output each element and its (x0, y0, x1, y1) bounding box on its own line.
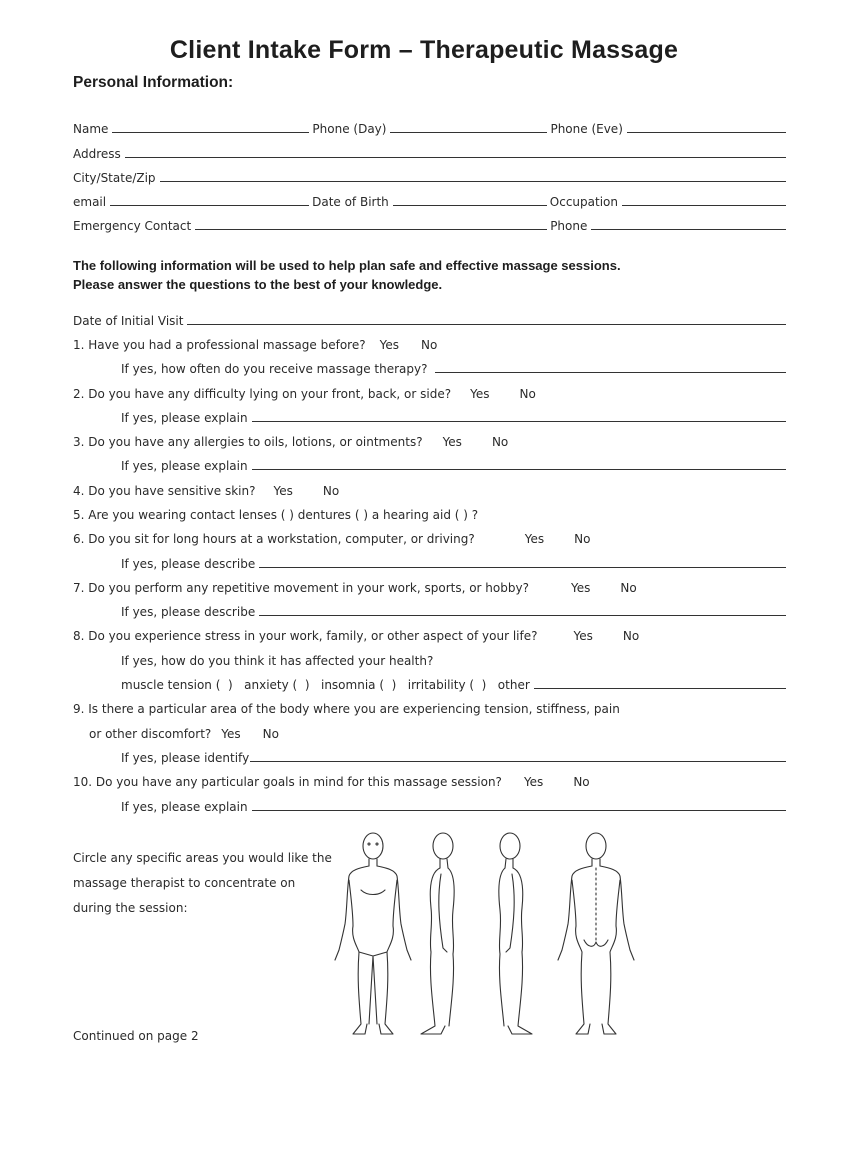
name-row (73, 118, 786, 136)
q3-row (73, 431, 786, 449)
emergency-phone-label: Phone (550, 219, 588, 233)
q8-follow-text: If yes, how do you think it has affected your health? (121, 654, 434, 668)
side-figure-left-icon (421, 833, 454, 1034)
q9-follow-field[interactable] (250, 761, 786, 762)
q2-text: 2. Do you have any difficulty lying on your front, back, or side? (73, 387, 452, 401)
q7-follow-row (121, 601, 786, 619)
address-row (73, 143, 786, 161)
q10-text: 10. Do you have any particular goals in mind for this massage session? (73, 775, 502, 789)
initial-visit-row (73, 310, 786, 328)
city-label: City/State/Zip (73, 171, 156, 185)
q1-row (73, 334, 786, 352)
form-title: Client Intake Form – Therapeutic Massage (169, 36, 679, 64)
address-field[interactable] (125, 157, 786, 158)
q1-follow-row (121, 358, 786, 376)
q1-text: 1. Have you had a professional massage before? (73, 338, 366, 352)
q7-row (73, 577, 786, 595)
q7-text: 7. Do you perform any repetitive movement in your work, sports, or hobby? (73, 581, 529, 595)
city-row (73, 167, 786, 185)
q7-follow-text: If yes, please describe (121, 605, 256, 619)
occupation-label: Occupation (549, 195, 618, 209)
phone-day-field[interactable] (390, 132, 547, 133)
q1-follow-text: If yes, how often do you receive massage therapy? (121, 362, 428, 376)
emergency-field[interactable] (195, 229, 547, 230)
circle-line-1: Circle any specific areas you would like the (73, 851, 332, 865)
q8-follow-row (121, 650, 786, 668)
q6-follow-row (121, 553, 786, 571)
continued-note: Continued on page 2 (73, 1029, 199, 1043)
q8-options-row (121, 674, 786, 692)
intro-line-1: The following information will be used to help plan safe and effective massage sessions. (73, 258, 621, 273)
q2-yes[interactable]: Yes (470, 387, 490, 401)
q3-no[interactable]: No (491, 435, 509, 449)
body-diagram-icon[interactable] (318, 828, 648, 1048)
q7-yes[interactable]: Yes (570, 581, 591, 595)
q2-follow-row (121, 407, 786, 425)
q3-follow-text: If yes, please explain (121, 459, 248, 473)
emergency-row (73, 215, 786, 233)
q3-yes[interactable]: Yes (442, 435, 462, 449)
q6-yes[interactable]: Yes (524, 532, 545, 546)
q10-follow-field[interactable] (252, 810, 786, 811)
name-field[interactable] (112, 132, 309, 133)
q4-row (73, 480, 786, 498)
q6-row (73, 528, 786, 546)
q6-follow-text: If yes, please describe (121, 557, 256, 571)
city-field[interactable] (160, 181, 786, 182)
circle-line-3: during the session: (73, 901, 188, 915)
q5-row (73, 504, 786, 522)
dob-field[interactable] (393, 205, 547, 206)
circle-line-2: massage therapist to concentrate on (73, 876, 296, 890)
back-figure-icon (558, 833, 634, 1034)
intro-text (73, 256, 793, 294)
q6-follow-field[interactable] (259, 567, 786, 568)
q5-text: 5. Are you wearing contact lenses ( ) dentures ( ) a hearing aid ( ) ? (73, 508, 479, 522)
q4-no[interactable]: No (322, 484, 340, 498)
q1-yes[interactable]: Yes (379, 338, 399, 352)
q3-follow-row (121, 455, 786, 473)
q10-yes[interactable]: Yes (523, 775, 544, 789)
q1-no[interactable]: No (420, 338, 438, 352)
address-label: Address (73, 147, 121, 161)
q3-follow-field[interactable] (252, 469, 786, 470)
email-label: email (73, 195, 107, 209)
q9-no[interactable]: No (262, 727, 279, 741)
q9-row-2 (89, 723, 786, 741)
q1-follow-field[interactable] (435, 372, 786, 373)
q8-yes[interactable]: Yes (573, 629, 593, 643)
email-field[interactable] (110, 205, 309, 206)
q8-other-field[interactable] (534, 688, 786, 689)
q8-row (73, 625, 786, 643)
q6-text: 6. Do you sit for long hours at a workstation, computer, or driving? (73, 532, 475, 546)
q3-text: 3. Do you have any allergies to oils, lotions, or ointments? (73, 435, 423, 449)
circle-instructions (73, 846, 343, 921)
q9-row (73, 698, 786, 716)
occupation-field[interactable] (622, 205, 786, 206)
initial-visit-field[interactable] (187, 324, 786, 325)
emergency-phone-field[interactable] (591, 229, 786, 230)
initial-visit-label: Date of Initial Visit (73, 314, 184, 328)
q10-row (73, 771, 786, 789)
intro-line-2: Please answer the questions to the best of your knowledge. (73, 277, 443, 292)
emergency-label: Emergency Contact (73, 219, 192, 233)
q9-yes[interactable]: Yes (221, 727, 241, 741)
q9-text-line-2: or other discomfort? (89, 727, 212, 741)
q2-follow-field[interactable] (252, 421, 786, 422)
q10-follow-text: If yes, please explain (121, 800, 248, 814)
q4-text: 4. Do you have sensitive skin? (73, 484, 256, 498)
q8-no[interactable]: No (622, 629, 640, 643)
front-figure-icon (335, 833, 411, 1034)
email-row (73, 191, 786, 209)
q7-no[interactable]: No (620, 581, 637, 595)
name-label: Name (73, 122, 109, 136)
q8-text: 8. Do you experience stress in your work, family, or other aspect of your life? (73, 629, 538, 643)
phone-eve-field[interactable] (627, 132, 786, 133)
q9-follow-row (121, 747, 786, 765)
q8-options[interactable]: muscle tension ( ) anxiety ( ) insomnia ( ) irritability ( ) other (121, 678, 530, 692)
phone-day-label: Phone (Day) (312, 122, 387, 136)
phone-eve-label: Phone (Eve) (550, 122, 623, 136)
q7-follow-field[interactable] (259, 615, 786, 616)
q10-no[interactable]: No (573, 775, 590, 789)
q4-yes[interactable]: Yes (273, 484, 293, 498)
q9-follow-text: If yes, please identify (121, 751, 250, 765)
q9-text-line-1: 9. Is there a particular area of the body where you are experiencing tension, stiffness, pain (73, 702, 620, 716)
q2-follow-text: If yes, please explain (121, 411, 248, 425)
q2-row (73, 383, 786, 401)
personal-info-heading: Personal Information: (73, 74, 234, 91)
dob-label: Date of Birth (312, 195, 389, 209)
q2-no[interactable]: No (519, 387, 536, 401)
q10-follow-row (121, 796, 786, 814)
q6-no[interactable]: No (574, 532, 591, 546)
side-figure-right-icon (499, 833, 532, 1034)
